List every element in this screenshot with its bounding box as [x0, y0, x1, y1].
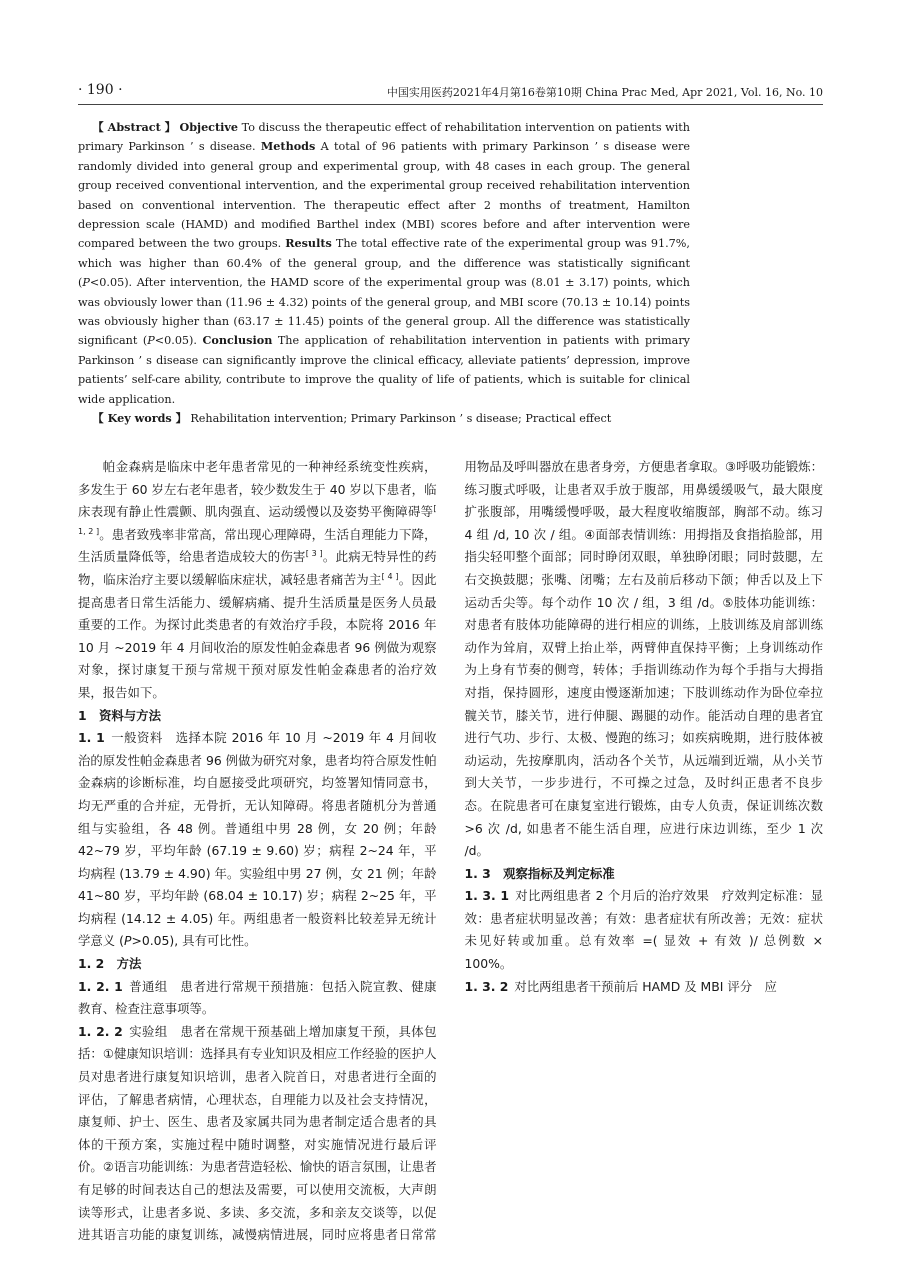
keywords-label: 【 Key words 】 [92, 411, 187, 426]
keywords-text: Rehabilitation intervention; Primary Parkinson ’ s disease; Practical effect [190, 412, 612, 426]
article-body [78, 456, 823, 1266]
section-heading-1: 1 资料与方法 [78, 707, 161, 723]
section-1-2-1 [78, 976, 437, 1021]
section-1-1 [78, 727, 437, 953]
paragraph-text: >0.05), 具有可比性。 [131, 933, 257, 949]
intro-text: 。患者致残率非常高，常出现心理障碍，生活自理能力下降，生活质量降低等，给患者造成较大的伤害 [78, 526, 437, 565]
section-heading-1-3: 1. 3 观察指标及判定标准 [464, 865, 615, 881]
section-heading-1-2: 1. 2 方法 [78, 956, 142, 972]
objective-label: Objective [179, 120, 239, 134]
results-text-3: <0.05). [154, 334, 197, 348]
citation-ref: [ 1, 2 ] [78, 504, 437, 536]
paragraph-text: 对比两组患者干预前后 HAMD 及 MBI 评分 应 [514, 978, 777, 994]
journal-citation: 中国实用医药2021年4月第16卷第10期 China Prac Med, Apr 2021, Vol. 16, No. 10 [386, 86, 823, 99]
citation-ref: [ 4 ] [381, 571, 399, 581]
page-number: · 190 · [78, 82, 123, 98]
english-abstract [78, 118, 690, 429]
running-header [78, 82, 823, 102]
conclusion-text: The application of rehabilitation intervention in patients with primary Parkinson ’ s disease can significantly improve the clinical efficacy, alleviate patients’ depression, improve patients’ self-care ability, contribute to improve the quality of life of patients, which is suitable for clinical wide application. [78, 334, 690, 406]
abstract-paragraph [78, 118, 690, 409]
keywords-line [78, 409, 690, 428]
p-value-symbol: P [123, 933, 132, 949]
subsection-number: 1. 3. 1 [464, 888, 509, 904]
intro-text: 。因此提高患者日常生活能力、缓解病痛、提升生活质量是医务人员最重要的工作。为探讨此类患者的有效治疗手段，本院将 2016 年 10 月 ~2019 年 4 月间收治的原发性帕金森患者 96 例做为观察对象，探讨康复干预与常规干预对原发性帕金森患者的治疗效果，报告如下。 [78, 571, 437, 700]
subsection-number: 1. 1 [78, 730, 105, 746]
abstract-label: 【 Abstract 】 [92, 120, 176, 134]
results-text-1: The total effective rate of the experimental group was 91.7%, which was higher than 60.4% of the general group, and the difference was statistically significant ( [78, 237, 690, 290]
subsection-number: 1. 2. 1 [78, 978, 123, 994]
methods-text: A total of 96 patients with primary Parkinson ’ s disease were randomly divided into general group and experimental group, with 48 cases in each group. The general group received conventional intervention, and the experimental group received rehabilitation intervention based on conventional intervention. The therapeutic effect after 2 months of treatment, Hamilton depression scale (HAMD) and modified Barthel index (MBI) scores before and after intervention were compared between the two groups. [78, 140, 691, 251]
objective-text: To discuss the therapeutic effect of rehabilitation intervention on patients with primary Parkinson ’ s disease. [78, 121, 691, 154]
section-1-3-1 [465, 885, 824, 975]
citation-ref: [ 3 ] [305, 549, 323, 559]
subsection-number: 1. 3. 2 [464, 978, 509, 994]
p-value-symbol: P [147, 334, 155, 348]
header-rule [78, 104, 823, 105]
paragraph-text: 普通组 患者进行常规干预措施：包括入院宣教、健康教育、检查注意事项等。 [78, 978, 437, 1017]
paragraph-text: 对比两组患者 2 个月后的治疗效果 疗效判定标准：显效：患者症状明显改善；有效：患者症状有所改善；无效：症状未见好转或加重。总有效率 =( 显效 + 有效 )/ 总例数 × 100%。 [464, 888, 824, 972]
results-label: Results [285, 236, 332, 251]
p-value-symbol: P [82, 276, 90, 290]
results-text-2: <0.05). After intervention, the HAMD score of the experimental group was (8.01 ± 3.17) points, which was obviously lower than (11.96 ± 4.32) points of the general group, and MBI score (70.13 ± 10.14) points was obviously higher than (63.17 ± 11.45) points of the general group. All the difference was statistically significant ( [78, 276, 690, 348]
intro-paragraph [78, 456, 437, 705]
subsection-number: 1. 2. 2 [78, 1023, 123, 1039]
conclusion-label: Conclusion [202, 333, 273, 348]
paragraph-text: 实验组 患者在常规干预基础上增加康复干预，具体包括：①健康知识培训：选择具有专业知识及相应工作经验的医护人员对患者进行康复知识培训，患者入院首日，对患者进行全面的评估，了解患者病情，心理状态，自理能力以及社会支持情况，康复师、护士、医生、患者及家属共同为患者制定适合患者的具体的干预方案，实施过程中随时调整，对实施情况进行最后评价。②语言功能训练：为患者营造轻松、愉快的语言氛围，让患者有足够的时间表达自己的想法及需要，可以使用交流板，大声朗读等形式，让患者多说、多读、多交流，多和亲友交谈等，以促进其语言功能的康复训练，减慢病情进展，同时应将患者日常常用物品及呼叫器放在患者身旁，方便患者拿取。③呼吸功能锻炼：练习腹式呼吸，让患者双手放于腹部，用鼻缓缓吸气，最大限度扩张腹部，用嘴缓慢呼吸，最大程度收缩腹部，胸部不动。练习 4 组 /d, 10 次 / 组。④面部表情训练：用拇指及食指掐脸部，用指尖轻叩整个面部；同时睁闭双眼，单独睁闭眼；同时鼓腮，左右交换鼓腮；张嘴、闭嘴；左右及前后移动下颌；伸舌以及上下运动舌尖等。每个动作 10 次 / 组，3 组 /d。⑤肢体功能训练：对患者有肢体功能障碍的进行相应的训练，上肢训练及肩部训练动作为耸肩，双臂上抬止举，两臂伸直保持平衡；上身训练动作为上身有节奏的侧弯，转体；手指训练动作为每个手指与大拇指对指，保持圆形，速度由慢逐渐加速；下肢训练动作为卧位牵拉髋关节，膝关节，进行伸腿、踢腿的动作。能活动自理的患者宜进行气功、步行、太极、慢跑的练习；如疾病晚期，进行肢体被动运动，先按摩肌肉，活动各个关节，从远端到近端，从小关节到大关节，一步步进行，不可操之过急，及时纠正患者不良步态。在院患者可在康复室进行锻炼，由专人负责，保证训练次数 >6 次 /d, 如患者不能生活自理，应进行床边训练，至少 1 次 /d。 [78, 459, 823, 1243]
intro-text: 。此病无特异性的药物，临床治疗主要以缓解临床症状，减轻患者痛苦为主 [78, 549, 437, 587]
paragraph-text: 一般资料 选择本院 2016 年 10 月 ~2019 年 4 月间收治的原发性帕金森患者 96 例做为研究对象，患者均符合原发性帕金森病的诊断标准，均自愿接受此项研究，均签署知情同意书，均无严重的合并症，无骨折，无认知障碍。将患者随机分为普通组与实验组，各 48 例。普通组中男 28 例，女 20 例；年龄 42~79 岁，平均年龄 (67.19 ± 9.60) 岁；病程 2~24 年，平均病程 (13.79 ± 4.90) 年。实验组中男 27 例，女 21 例；年龄 41~80 岁，平均年龄 (68.04 ± 10.17) 岁；病程 2~25 年，平均病程 (14.12 ± 4.05) 年。两组患者一般资料比较差异无统计学意义 ( [78, 730, 437, 949]
intro-text: 帕金森病是临床中老年患者常见的一种神经系统变性疾病，多发生于 60 岁左右老年患者，较少数发生于 40 岁以下患者，临床表现有静止性震颤、肌肉强直、运动缓慢以及姿势平衡障碍等 [78, 459, 437, 520]
section-1-3-2 [465, 976, 824, 999]
methods-label: Methods [260, 139, 316, 154]
